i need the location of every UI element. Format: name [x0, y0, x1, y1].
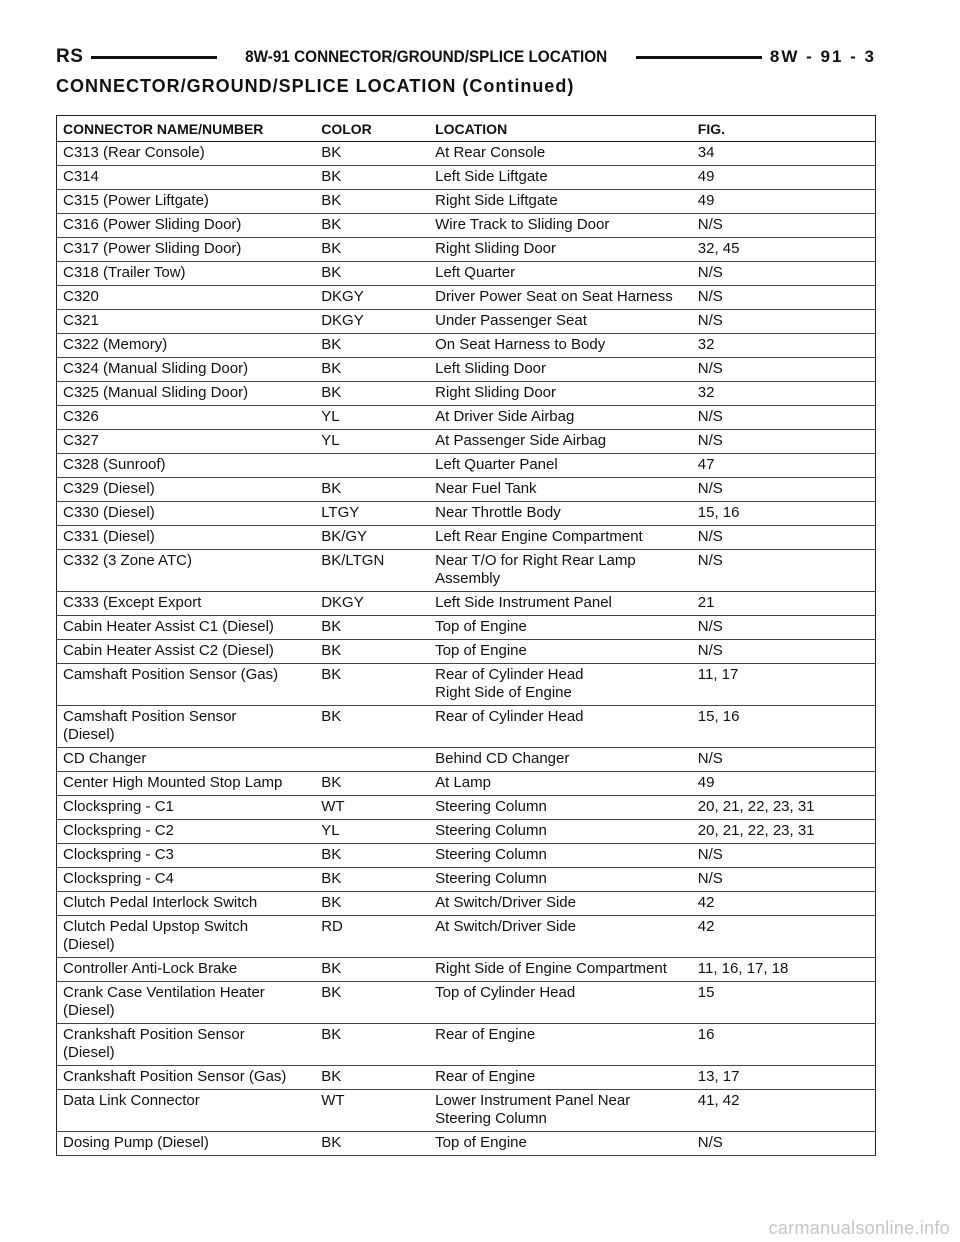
color-cell: YL [315, 406, 429, 430]
connector-name-cell: C328 (Sunroof) [57, 454, 316, 478]
connector-name-cell: C317 (Power Sliding Door) [57, 238, 316, 262]
connector-name-cell: C324 (Manual Sliding Door) [57, 358, 316, 382]
color-cell: LTGY [315, 502, 429, 526]
connector-name-cell: CD Changer [57, 748, 316, 772]
location-cell: Right Sliding Door [429, 382, 692, 406]
location-cell: Near T/O for Right Rear Lamp Assembly [429, 550, 692, 592]
color-cell: DKGY [315, 286, 429, 310]
location-cell: Rear of Engine [429, 1066, 692, 1090]
connector-name-cell: Clockspring - C1 [57, 796, 316, 820]
table-row [57, 916, 876, 958]
fig-cell: 15, 16 [692, 706, 876, 748]
fig-cell: 42 [692, 892, 876, 916]
fig-cell: 15 [692, 982, 876, 1024]
color-cell: BK [315, 892, 429, 916]
table-row [57, 772, 876, 796]
location-cell: Left Side Liftgate [429, 166, 692, 190]
table-row [57, 286, 876, 310]
table-row [57, 868, 876, 892]
connector-name-cell: C313 (Rear Console) [57, 142, 316, 166]
location-cell: Right Sliding Door [429, 238, 692, 262]
fig-cell: 32 [692, 334, 876, 358]
location-cell: Near Throttle Body [429, 502, 692, 526]
page-title: CONNECTOR/GROUND/SPLICE LOCATION (Continued) [56, 76, 575, 96]
location-cell: On Seat Harness to Body [429, 334, 692, 358]
location-cell: At Driver Side Airbag [429, 406, 692, 430]
color-cell: BK [315, 166, 429, 190]
fig-cell: 20, 21, 22, 23, 31 [692, 820, 876, 844]
connector-location-table [56, 115, 876, 1156]
color-cell: BK/GY [315, 526, 429, 550]
color-cell: BK [315, 868, 429, 892]
table-row [57, 190, 876, 214]
fig-cell: 49 [692, 772, 876, 796]
color-cell: BK [315, 616, 429, 640]
color-cell: BK [315, 1024, 429, 1066]
color-cell: WT [315, 1090, 429, 1132]
color-cell: BK [315, 640, 429, 664]
fig-cell: N/S [692, 214, 876, 238]
color-cell: BK [315, 190, 429, 214]
section-code: RS [56, 46, 84, 67]
table-row [57, 1066, 876, 1090]
connector-name-cell: C321 [57, 310, 316, 334]
color-cell: BK [315, 982, 429, 1024]
location-cell: Left Rear Engine Compartment [429, 526, 692, 550]
fig-cell: N/S [692, 478, 876, 502]
location-cell: At Passenger Side Airbag [429, 430, 692, 454]
fig-cell: 15, 16 [692, 502, 876, 526]
column-header-fig: FIG. [692, 116, 876, 142]
color-cell: BK/LTGN [315, 550, 429, 592]
fig-cell: 13, 17 [692, 1066, 876, 1090]
location-cell: Rear of Cylinder Head Right Side of Engine [429, 664, 692, 706]
connector-name-cell: C320 [57, 286, 316, 310]
color-cell: WT [315, 796, 429, 820]
color-cell [315, 748, 429, 772]
location-cell: Steering Column [429, 820, 692, 844]
watermark: carmanualsonline.info [768, 1218, 950, 1238]
table-row [57, 664, 876, 706]
fig-cell: 11, 16, 17, 18 [692, 958, 876, 982]
location-cell: At Rear Console [429, 142, 692, 166]
location-cell: Rear of Cylinder Head [429, 706, 692, 748]
fig-cell: N/S [692, 550, 876, 592]
fig-cell: 20, 21, 22, 23, 31 [692, 796, 876, 820]
color-cell: BK [315, 1132, 429, 1156]
location-cell: Left Quarter [429, 262, 692, 286]
color-cell: RD [315, 916, 429, 958]
column-header-location: LOCATION [429, 116, 692, 142]
connector-name-cell: C315 (Power Liftgate) [57, 190, 316, 214]
table-row [57, 748, 876, 772]
connector-name-cell: Center High Mounted Stop Lamp [57, 772, 316, 796]
column-header-color: COLOR [315, 116, 429, 142]
table-row [57, 430, 876, 454]
location-cell: Steering Column [429, 868, 692, 892]
table-row [57, 478, 876, 502]
location-cell: Under Passenger Seat [429, 310, 692, 334]
location-cell: Behind CD Changer [429, 748, 692, 772]
table-row [57, 820, 876, 844]
connector-name-cell: C333 (Except Export [57, 592, 316, 616]
fig-cell: 42 [692, 916, 876, 958]
location-cell: Driver Power Seat on Seat Harness [429, 286, 692, 310]
color-cell: BK [315, 262, 429, 286]
section-title: 8W-91 CONNECTOR/GROUND/SPLICE LOCATION [245, 47, 608, 66]
table-row [57, 334, 876, 358]
table-row [57, 1090, 876, 1132]
color-cell: BK [315, 478, 429, 502]
color-cell: BK [315, 1066, 429, 1090]
fig-cell: N/S [692, 310, 876, 334]
connector-name-cell: Clockspring - C3 [57, 844, 316, 868]
location-cell: Left Sliding Door [429, 358, 692, 382]
fig-cell: 32 [692, 382, 876, 406]
connector-name-cell: C322 (Memory) [57, 334, 316, 358]
location-cell: Near Fuel Tank [429, 478, 692, 502]
table-row [57, 238, 876, 262]
table-row [57, 1132, 876, 1156]
table-row [57, 454, 876, 478]
connector-name-cell: C318 (Trailer Tow) [57, 262, 316, 286]
table-row [57, 382, 876, 406]
fig-cell: 49 [692, 166, 876, 190]
location-cell: At Switch/Driver Side [429, 916, 692, 958]
page-number: 8W - 91 - 3 [769, 47, 876, 66]
color-cell: BK [315, 772, 429, 796]
table-row [57, 526, 876, 550]
connector-name-cell: C316 (Power Sliding Door) [57, 214, 316, 238]
table-row [57, 166, 876, 190]
fig-cell: 41, 42 [692, 1090, 876, 1132]
table-body [57, 142, 876, 1156]
table-row [57, 406, 876, 430]
location-cell: Top of Engine [429, 640, 692, 664]
table-row [57, 706, 876, 748]
location-cell: Top of Engine [429, 616, 692, 640]
table-row [57, 310, 876, 334]
fig-cell: N/S [692, 844, 876, 868]
fig-cell: 49 [692, 190, 876, 214]
fig-cell: 21 [692, 592, 876, 616]
color-cell: BK [315, 358, 429, 382]
color-cell: BK [315, 238, 429, 262]
table-row [57, 550, 876, 592]
connector-name-cell: Cabin Heater Assist C2 (Diesel) [57, 640, 316, 664]
connector-name-cell: Dosing Pump (Diesel) [57, 1132, 316, 1156]
color-cell: BK [315, 142, 429, 166]
location-cell: Left Quarter Panel [429, 454, 692, 478]
fig-cell: N/S [692, 526, 876, 550]
color-cell: BK [315, 214, 429, 238]
connector-name-cell: Data Link Connector [57, 1090, 316, 1132]
color-cell: DKGY [315, 310, 429, 334]
connector-name-cell: Crankshaft Position Sensor (Gas) [57, 1066, 316, 1090]
table-row [57, 616, 876, 640]
location-cell: Rear of Engine [429, 1024, 692, 1066]
fig-cell: N/S [692, 262, 876, 286]
connector-name-cell: Crankshaft Position Sensor (Diesel) [57, 1024, 316, 1066]
location-cell: Right Side of Engine Compartment [429, 958, 692, 982]
column-header-connector: CONNECTOR NAME/NUMBER [57, 116, 316, 142]
color-cell: BK [315, 382, 429, 406]
table-row [57, 142, 876, 166]
fig-cell: 16 [692, 1024, 876, 1066]
color-cell: YL [315, 820, 429, 844]
table-row [57, 502, 876, 526]
connector-name-cell: Camshaft Position Sensor (Diesel) [57, 706, 316, 748]
fig-cell: N/S [692, 616, 876, 640]
connector-name-cell: Clockspring - C2 [57, 820, 316, 844]
connector-name-cell: C325 (Manual Sliding Door) [57, 382, 316, 406]
color-cell: BK [315, 844, 429, 868]
table-row [57, 892, 876, 916]
color-cell: BK [315, 706, 429, 748]
table-row [57, 262, 876, 286]
connector-name-cell: C332 (3 Zone ATC) [57, 550, 316, 592]
connector-name-cell: C327 [57, 430, 316, 454]
fig-cell: 34 [692, 142, 876, 166]
fig-cell: N/S [692, 286, 876, 310]
header-rule-right [636, 56, 762, 59]
connector-name-cell: Cabin Heater Assist C1 (Diesel) [57, 616, 316, 640]
connector-name-cell: C330 (Diesel) [57, 502, 316, 526]
color-cell: BK [315, 958, 429, 982]
color-cell: DKGY [315, 592, 429, 616]
table-row [57, 844, 876, 868]
page-header [56, 44, 876, 70]
color-cell [315, 454, 429, 478]
location-cell: At Switch/Driver Side [429, 892, 692, 916]
fig-cell: N/S [692, 1132, 876, 1156]
color-cell: BK [315, 334, 429, 358]
fig-cell: N/S [692, 868, 876, 892]
connector-name-cell: C331 (Diesel) [57, 526, 316, 550]
fig-cell: N/S [692, 430, 876, 454]
connector-name-cell: Controller Anti-Lock Brake [57, 958, 316, 982]
location-cell: Top of Cylinder Head [429, 982, 692, 1024]
location-cell: Steering Column [429, 796, 692, 820]
connector-name-cell: Crank Case Ventilation Heater (Diesel) [57, 982, 316, 1024]
connector-name-cell: Camshaft Position Sensor (Gas) [57, 664, 316, 706]
table-row [57, 796, 876, 820]
connector-name-cell: C329 (Diesel) [57, 478, 316, 502]
location-cell: Steering Column [429, 844, 692, 868]
table-row [57, 214, 876, 238]
fig-cell: N/S [692, 358, 876, 382]
location-cell: Top of Engine [429, 1132, 692, 1156]
fig-cell: N/S [692, 748, 876, 772]
color-cell: YL [315, 430, 429, 454]
header-rule-left [91, 56, 217, 59]
location-cell: At Lamp [429, 772, 692, 796]
table-row [57, 958, 876, 982]
connector-name-cell: C314 [57, 166, 316, 190]
fig-cell: 11, 17 [692, 664, 876, 706]
location-cell: Left Side Instrument Panel [429, 592, 692, 616]
fig-cell: N/S [692, 406, 876, 430]
table-header-row [57, 116, 876, 142]
fig-cell: N/S [692, 640, 876, 664]
connector-name-cell: Clutch Pedal Interlock Switch [57, 892, 316, 916]
fig-cell: 32, 45 [692, 238, 876, 262]
location-cell: Wire Track to Sliding Door [429, 214, 692, 238]
color-cell: BK [315, 664, 429, 706]
table-row [57, 640, 876, 664]
table-row [57, 982, 876, 1024]
location-cell: Lower Instrument Panel Near Steering Column [429, 1090, 692, 1132]
connector-name-cell: Clutch Pedal Upstop Switch (Diesel) [57, 916, 316, 958]
table-row [57, 592, 876, 616]
location-cell: Right Side Liftgate [429, 190, 692, 214]
table-row [57, 1024, 876, 1066]
connector-name-cell: C326 [57, 406, 316, 430]
connector-name-cell: Clockspring - C4 [57, 868, 316, 892]
table-row [57, 358, 876, 382]
fig-cell: 47 [692, 454, 876, 478]
